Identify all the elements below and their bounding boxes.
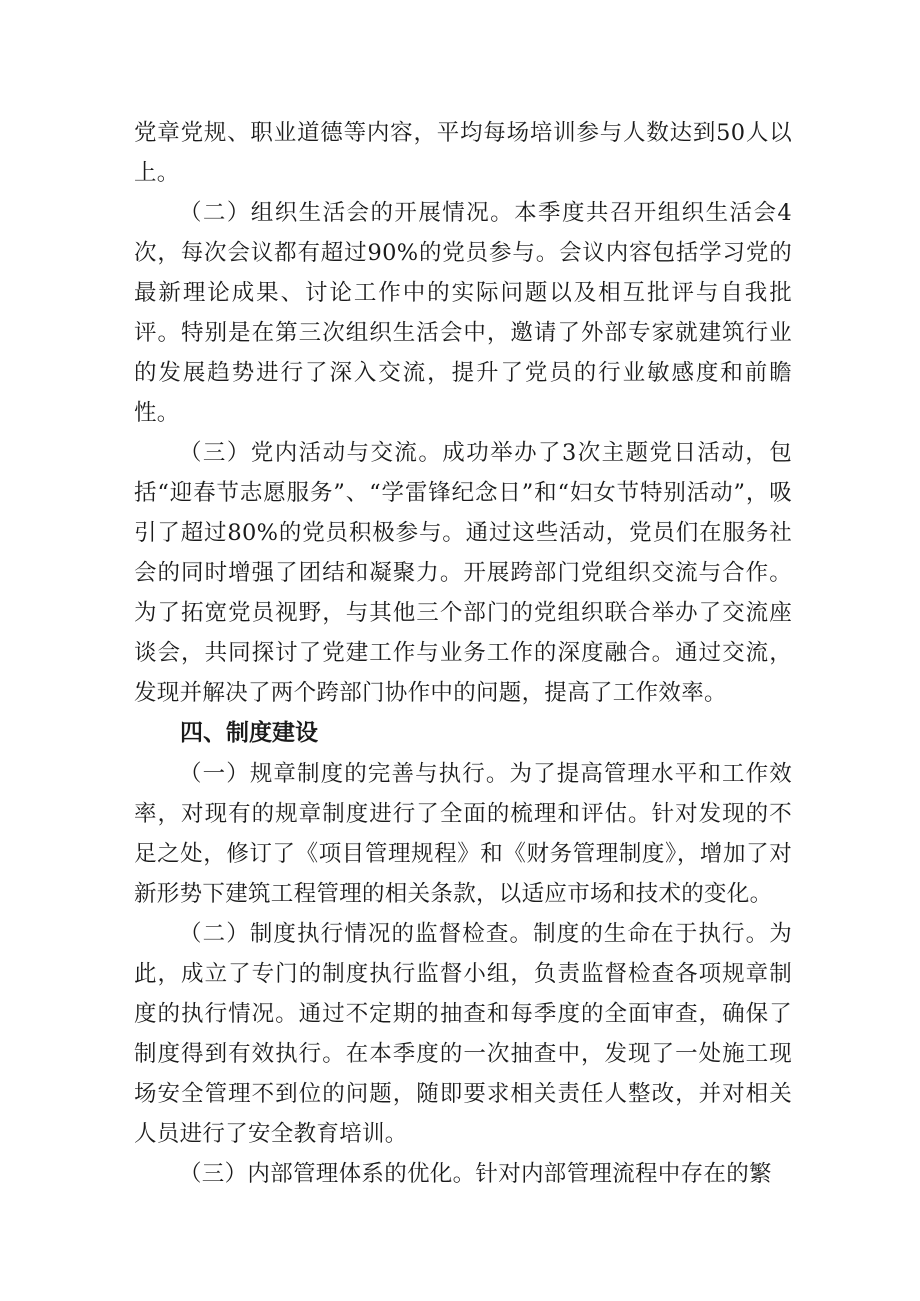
paragraph-training-continuation: 党章党规、职业道德等内容，平均每场培训参与人数达到50人以上。 bbox=[134, 120, 792, 186]
paragraph-party-activities-exchange: （三）党内活动与交流。成功举办了3次主题党日活动，包括“迎春节志愿服务”、“学雷锋纪念日”和“妇女节特别活动”，吸引了超过80%的党员积极参与。通过这些活动，党员们在服务社会的同时增强了团结和凝聚力。开展跨部门党组织交流与合作。为了拓宽党员视野，与其他三个部门的党组织联合举办了交流座谈会，共同探讨了党建工作与业务工作的深度融合。通过交流，发现并解决了两个跨部门协作中的问题，提高了工作效率。 bbox=[134, 440, 792, 706]
paragraph-rules-improvement: （一）规章制度的完善与执行。为了提高管理水平和工作效率，对现有的规章制度进行了全面的梳理和评估。针对发现的不足之处，修订了《项目管理规程》和《财务管理制度》，增加了对新形势下建筑工程管理的相关条款，以适应市场和技术的变化。 bbox=[134, 761, 792, 907]
document-body bbox=[134, 113, 792, 1194]
paragraph-supervision-inspection: （二）制度执行情况的监督检查。制度的生命在于执行。为此，成立了专门的制度执行监督小组，负责监督检查各项规章制度的执行情况。通过不定期的抽查和每季度的全面审查，确保了制度得到有效执行。在本季度的一次抽查中，发现了一处施工现场安全管理不到位的问题，随即要求相关责任人整改，并对相关人员进行了安全教育培训。 bbox=[134, 921, 792, 1147]
section-heading-system-building: 四、制度建设 bbox=[180, 720, 318, 746]
paragraph-internal-management-optimization: （三）内部管理体系的优化。针对内部管理流程中存在的繁 bbox=[179, 1161, 772, 1187]
paragraph-organizational-life-meetings: （二）组织生活会的开展情况。本季度共召开组织生活会4次，每次会议都有超过90%的党员参与。会议内容包括学习党的最新理论成果、讨论工作中的实际问题以及相互批评与自我批评。特别是在第三次组织生活会中，邀请了外部专家就建筑行业的发展趋势进行了深入交流，提升了党员的行业敏感度和前瞻性。 bbox=[134, 200, 792, 426]
